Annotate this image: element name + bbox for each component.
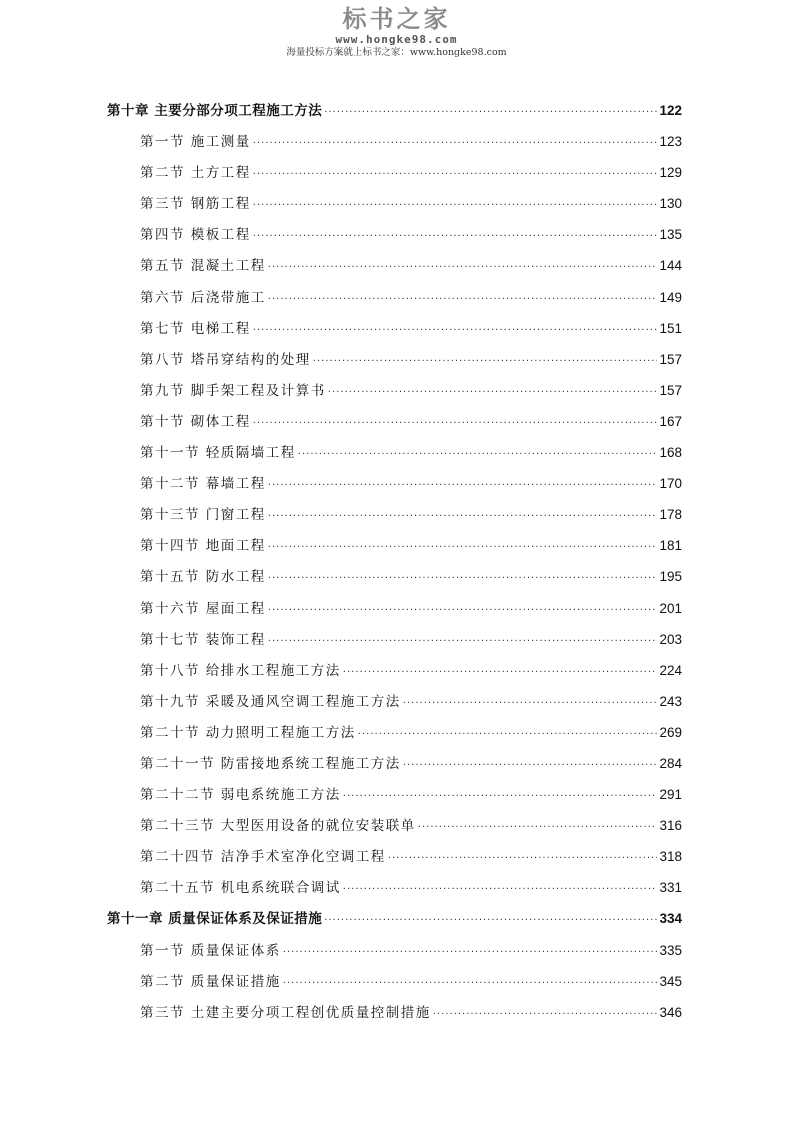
table-of-contents — [107, 95, 682, 1028]
site-tagline: 海量投标方案就上标书之家：www.hongke98.com — [286, 47, 507, 58]
page-header — [0, 4, 793, 59]
toc-entry-page-number: 345 — [659, 973, 682, 989]
toc-entry-title: 第二十二节 弱电系统施工方法 — [140, 787, 341, 804]
toc-section-entry[interactable] — [107, 561, 682, 592]
toc-section-entry[interactable] — [107, 499, 682, 530]
toc-section-entry[interactable] — [107, 655, 682, 686]
toc-entry-page-number: 243 — [659, 693, 682, 709]
toc-leader-dots — [268, 626, 658, 657]
toc-leader-dots — [253, 408, 658, 439]
toc-entry-title: 第七节 电梯工程 — [140, 320, 251, 337]
toc-entry-title: 第十七节 装饰工程 — [140, 631, 266, 648]
toc-entry-title: 第四节 模板工程 — [140, 227, 251, 244]
toc-leader-dots — [403, 750, 658, 781]
toc-entry-page-number: 151 — [659, 320, 682, 336]
toc-chapter-entry[interactable] — [107, 95, 682, 126]
toc-entry-page-number: 167 — [659, 413, 682, 429]
toc-entry-page-number: 144 — [659, 258, 682, 274]
toc-leader-dots — [313, 346, 658, 377]
toc-entry-title: 第二十四节 洁净手术室净化空调工程 — [140, 849, 386, 866]
toc-leader-dots — [268, 563, 658, 594]
toc-leader-dots — [283, 937, 658, 968]
toc-section-entry[interactable] — [107, 406, 682, 437]
toc-entry-title: 第十五节 防水工程 — [140, 569, 266, 586]
toc-entry-title: 第二节 土方工程 — [140, 165, 251, 182]
toc-entry-title: 第三节 钢筋工程 — [140, 196, 251, 213]
toc-section-entry[interactable] — [107, 624, 682, 655]
toc-entry-title: 第一节 施工测量 — [140, 134, 251, 151]
site-logo: 标书之家 — [342, 5, 451, 33]
toc-entry-page-number: 331 — [659, 880, 682, 896]
toc-section-entry[interactable] — [107, 344, 682, 375]
toc-entry-page-number: 346 — [659, 1004, 682, 1020]
toc-entry-title: 第十三节 门窗工程 — [140, 507, 266, 524]
toc-entry-title: 第一节 质量保证体系 — [140, 942, 281, 959]
toc-entry-title: 第十章 主要分部分项工程施工方法 — [107, 103, 323, 119]
toc-entry-title: 第十八节 给排水工程施工方法 — [140, 662, 341, 679]
toc-section-entry[interactable] — [107, 126, 682, 157]
toc-leader-dots — [253, 159, 658, 190]
toc-section-entry[interactable] — [107, 779, 682, 810]
toc-entry-page-number: 224 — [659, 662, 682, 678]
toc-section-entry[interactable] — [107, 530, 682, 561]
toc-entry-page-number: 170 — [659, 476, 682, 492]
toc-section-entry[interactable] — [107, 188, 682, 219]
toc-entry-page-number: 130 — [659, 196, 682, 212]
toc-entry-title: 第八节 塔吊穿结构的处理 — [140, 351, 311, 368]
toc-entry-page-number: 284 — [659, 755, 682, 771]
toc-section-entry[interactable] — [107, 157, 682, 188]
toc-entry-page-number: 291 — [659, 787, 682, 803]
toc-leader-dots — [283, 968, 658, 999]
toc-section-entry[interactable] — [107, 686, 682, 717]
toc-leader-dots — [433, 999, 658, 1030]
toc-entry-title: 第十一章 质量保证体系及保证措施 — [107, 911, 323, 928]
toc-leader-dots — [253, 221, 658, 252]
toc-entry-page-number: 203 — [659, 631, 682, 647]
toc-entry-title: 第十六节 屋面工程 — [140, 600, 266, 617]
toc-leader-dots — [418, 812, 658, 843]
toc-entry-page-number: 157 — [659, 382, 682, 398]
toc-entry-page-number: 135 — [659, 227, 682, 243]
toc-leader-dots — [343, 781, 658, 812]
toc-section-entry[interactable] — [107, 437, 682, 468]
toc-entry-title: 第十二节 幕墙工程 — [140, 476, 266, 493]
toc-entry-page-number: 157 — [659, 351, 682, 367]
toc-entry-title: 第五节 混凝土工程 — [140, 258, 266, 275]
toc-entry-title: 第六节 后浇带施工 — [140, 289, 266, 306]
toc-section-entry[interactable] — [107, 997, 682, 1028]
toc-entry-title: 第二十五节 机电系统联合调试 — [140, 880, 341, 897]
toc-entry-page-number: 269 — [659, 724, 682, 740]
toc-leader-dots — [268, 470, 658, 501]
toc-section-entry[interactable] — [107, 810, 682, 841]
toc-leader-dots — [298, 439, 658, 470]
toc-section-entry[interactable] — [107, 282, 682, 313]
toc-leader-dots — [328, 377, 658, 408]
toc-section-entry[interactable] — [107, 468, 682, 499]
toc-entry-title: 第十四节 地面工程 — [140, 538, 266, 555]
toc-leader-dots — [253, 190, 658, 221]
toc-entry-page-number: 149 — [659, 289, 682, 305]
toc-leader-dots — [268, 501, 658, 532]
toc-leader-dots — [268, 595, 658, 626]
toc-chapter-entry[interactable] — [107, 903, 682, 934]
toc-section-entry[interactable] — [107, 313, 682, 344]
toc-section-entry[interactable] — [107, 593, 682, 624]
toc-entry-page-number: 316 — [659, 818, 682, 834]
toc-entry-title: 第二节 质量保证措施 — [140, 973, 281, 990]
toc-leader-dots — [358, 719, 658, 750]
toc-leader-dots — [388, 843, 658, 874]
toc-leader-dots — [268, 532, 658, 563]
toc-entry-page-number: 201 — [659, 600, 682, 616]
toc-section-entry[interactable] — [107, 717, 682, 748]
toc-section-entry[interactable] — [107, 872, 682, 903]
toc-leader-dots — [343, 874, 658, 905]
toc-entry-title: 第二十一节 防雷接地系统工程施工方法 — [140, 755, 401, 772]
toc-entry-title: 第十一节 轻质隔墙工程 — [140, 445, 296, 462]
toc-section-entry[interactable] — [107, 966, 682, 997]
toc-entry-page-number: 181 — [659, 538, 682, 554]
toc-section-entry[interactable] — [107, 250, 682, 281]
toc-leader-dots — [253, 315, 658, 346]
toc-leader-dots — [268, 284, 658, 315]
toc-leader-dots — [343, 657, 658, 688]
toc-entry-title: 第三节 土建主要分项工程创优质量控制措施 — [140, 1004, 431, 1021]
toc-leader-dots — [324, 905, 657, 936]
toc-section-entry[interactable] — [107, 841, 682, 872]
toc-entry-page-number: 168 — [659, 445, 682, 461]
toc-entry-page-number: 129 — [659, 165, 682, 181]
toc-leader-dots — [253, 128, 658, 159]
toc-entry-page-number: 318 — [659, 849, 682, 865]
toc-entry-title: 第二十三节 大型医用设备的就位安装联单 — [140, 818, 416, 835]
toc-entry-page-number: 335 — [659, 942, 682, 958]
toc-section-entry[interactable] — [107, 375, 682, 406]
toc-entry-page-number: 123 — [659, 134, 682, 150]
toc-entry-title: 第十九节 采暖及通风空调工程施工方法 — [140, 693, 401, 710]
toc-entry-page-number: 195 — [659, 569, 682, 585]
toc-leader-dots — [268, 252, 658, 283]
toc-section-entry[interactable] — [107, 935, 682, 966]
toc-section-entry[interactable] — [107, 748, 682, 779]
toc-entry-page-number: 122 — [659, 103, 682, 118]
toc-leader-dots — [403, 688, 658, 719]
toc-entry-title: 第十节 砌体工程 — [140, 413, 251, 430]
toc-leader-dots — [324, 97, 657, 128]
site-url[interactable]: www.hongke98.com — [335, 33, 458, 46]
toc-entry-title: 第二十节 动力照明工程施工方法 — [140, 724, 356, 741]
toc-entry-title: 第九节 脚手架工程及计算书 — [140, 382, 326, 399]
toc-entry-page-number: 178 — [659, 507, 682, 523]
toc-entry-page-number: 334 — [659, 911, 682, 927]
toc-section-entry[interactable] — [107, 219, 682, 250]
